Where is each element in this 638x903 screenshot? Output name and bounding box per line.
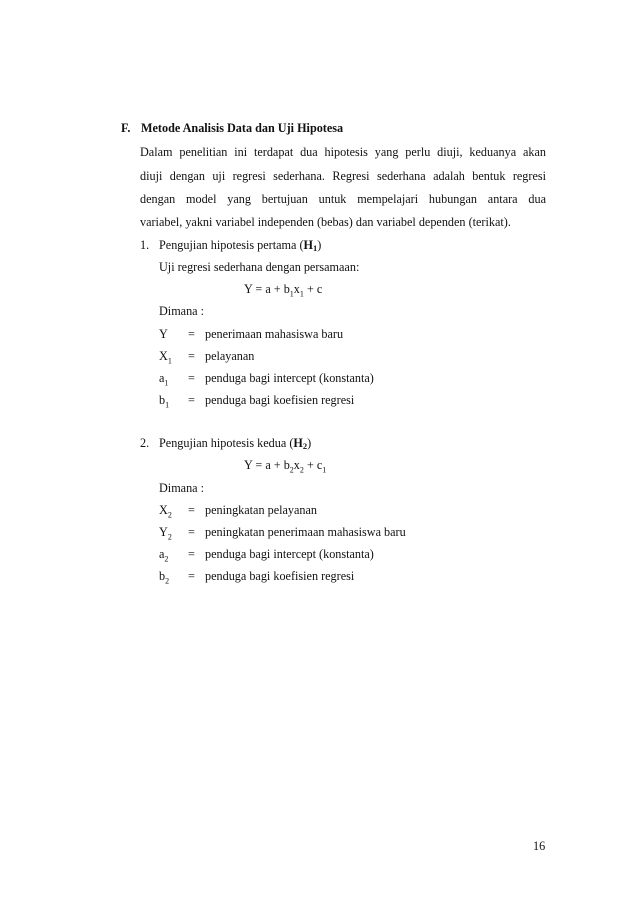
def-equals: = [188, 547, 195, 561]
hypothesis-2-heading: Pengujian hipotesis kedua (H2) [159, 436, 312, 451]
list-number-2: 2. [140, 436, 150, 450]
def-equals: = [188, 349, 195, 363]
def-equals: = [188, 393, 195, 407]
list-number-1: 1. [140, 238, 150, 252]
paragraph-line: variabel, yakni variabel independen (bebas) dan variabel dependen (terikat). [140, 215, 511, 229]
def-description: peningkatan penerimaan mahasiswa baru [205, 525, 406, 539]
page-number: 16 [533, 839, 546, 853]
equation-2: $Y = a + b_2x_2 + c_1$ [244, 458, 327, 475]
def-description: penduga bagi koefisien regresi [205, 393, 355, 407]
def-symbol: Y [159, 327, 168, 341]
def-description: penduga bagi koefisien regresi [205, 569, 355, 583]
dimana-label: Dimana : [159, 304, 205, 318]
def-symbol: $Y_2$ [159, 525, 172, 542]
regression-intro: Uji regresi sederhana dengan persamaan: [159, 260, 360, 274]
def-equals: = [188, 569, 195, 583]
def-equals: = [188, 503, 195, 517]
equation-1: $Y = a + b_1x_1 + c$ [244, 282, 323, 299]
def-symbol: $X_1$ [159, 349, 172, 366]
def-description: penerimaan mahasiswa baru [205, 327, 344, 341]
def-description: peningkatan pelayanan [205, 503, 318, 517]
def-equals: = [188, 327, 195, 341]
def-description: pelayanan [205, 349, 255, 363]
section-marker: F. [121, 121, 131, 135]
def-description: penduga bagi intercept (konstanta) [205, 371, 374, 385]
def-symbol: $a_1$ [159, 371, 169, 388]
dimana-label: Dimana : [159, 481, 205, 495]
def-equals: = [188, 525, 195, 539]
def-symbol: $b_1$ [159, 393, 170, 410]
paragraph-line: dengan model yang bertujuan untuk mempelajari hubungan antara dua [140, 192, 546, 206]
paragraph-line: diuji dengan uji regresi sederhana. Regresi sederhana adalah bentuk regresi [140, 169, 546, 183]
def-symbol: $X_2$ [159, 503, 172, 520]
def-equals: = [188, 371, 195, 385]
def-symbol: $a_2$ [159, 547, 169, 564]
def-description: penduga bagi intercept (konstanta) [205, 547, 374, 561]
def-symbol: $b_2$ [159, 569, 170, 586]
section-title: Metode Analisis Data dan Uji Hipotesa [141, 121, 344, 135]
hypothesis-1-heading: Pengujian hipotesis pertama (H1) [159, 238, 322, 253]
paragraph-line: Dalam penelitian ini terdapat dua hipotesis yang perlu diuji, keduanya akan [140, 145, 546, 159]
